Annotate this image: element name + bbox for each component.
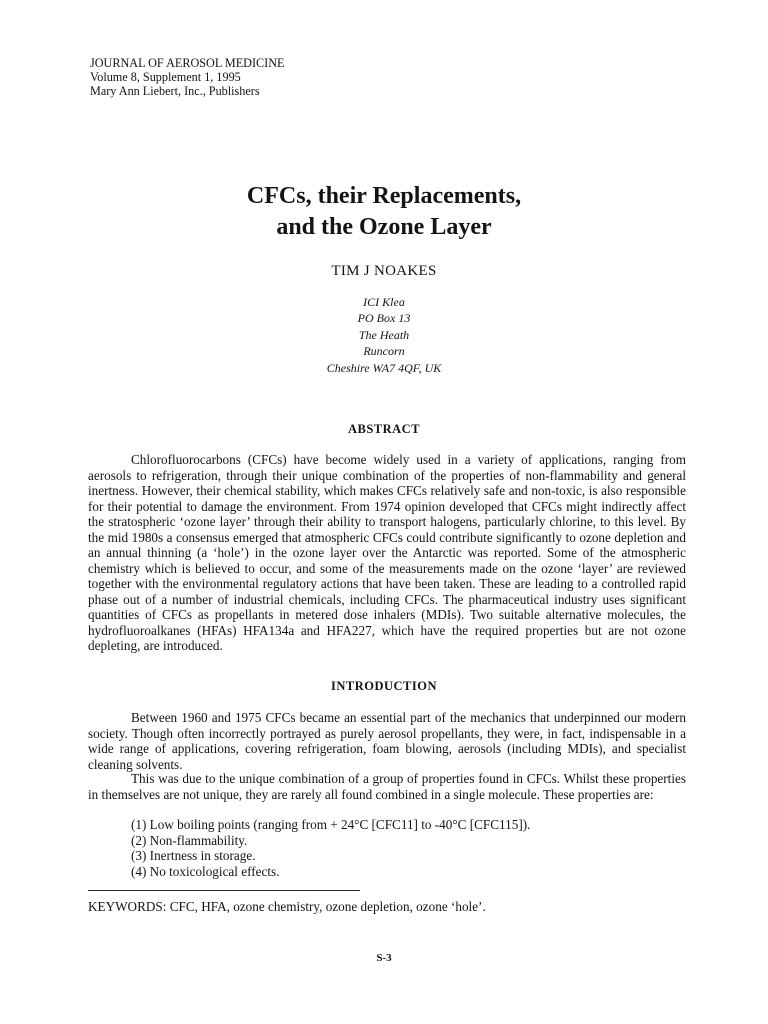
journal-header <box>90 56 284 98</box>
article-title <box>0 181 768 243</box>
article-author: TIM J NOAKES <box>331 263 437 279</box>
list-item: (1) Low boiling points (ranging from + 24°C [CFC11] to -40°C [CFC115]). <box>131 817 531 832</box>
affiliation-line: Runcorn <box>363 344 405 359</box>
page-number: S-3 <box>376 952 392 964</box>
journal-name: JOURNAL OF AEROSOL MEDICINE <box>90 56 285 70</box>
affiliation-line: ICI Klea <box>363 295 405 309</box>
introduction-paragraph-1: Between 1960 and 1975 CFCs became an essential part of the mechanics that underpinned our modern society. Though often incorrectly portrayed as purely aerosol propellants, they were, in fact, indispensable in a wide range of applications, covering refrigeration, foam blowing, aerosols (including MDIs), and specialist cleaning solvents. <box>88 710 686 772</box>
abstract-text: Chlorofluorocarbons (CFCs) have become widely used in a variety of applications, ranging from aerosols to refrigeration, through their unique combination of the properties of non-flammability and general inertness. However, their chemical stability, which makes CFCs relatively safe and non-toxic, is also responsible for their potential to damage the environment. From 1974 opinion developed that CFCs might indirectly affect the stratospheric ‘ozone layer’ through their ability to transport halogens, particularly chlorine, to this level. By the mid 1980s a consensus emerged that atmospheric CFCs could contribute significantly to ozone depletion and an annual thinning (a ‘hole’) in the ozone layer over the Antarctic was reported. Some of the atmospheric chemistry which is believed to occur, and some of the measurements made on the ozone ‘layer’ are reviewed together with the environmental regulatory actions that have been taken. These are leading to a controlled rapid phase out of a number of industrial chemicals, including CFCs. The pharmaceutical industry uses significant quantities of CFCs as propellants in metered dose inhalers (MDIs). Two suitable alternative molecules, the hydrofluoroalkanes (HFAs) HFA134a and HFA227, which have the required properties but are not ozone depleting, are introduced. <box>88 452 686 653</box>
properties-list <box>131 817 530 879</box>
introduction-heading: INTRODUCTION <box>330 679 437 693</box>
affiliation-line: Cheshire WA7 4QF, UK <box>326 360 442 375</box>
footnote-divider <box>88 890 360 891</box>
abstract-heading: ABSTRACT <box>347 422 421 436</box>
introduction-paragraph-2: This was due to the unique combination of a group of properties found in CFCs. Whilst these properties in themselves are not unique, they are rarely all found combined in a single molecule. These properties are: <box>88 771 686 802</box>
author-affiliation <box>0 294 768 376</box>
list-item: (3) Inertness in storage. <box>131 848 256 863</box>
journal-publisher: Mary Ann Liebert, Inc., Publishers <box>90 84 260 98</box>
affiliation-line: The Heath <box>358 327 410 342</box>
article-title-line-1: CFCs, their Replacements, <box>246 183 522 209</box>
journal-volume: Volume 8, Supplement 1, 1995 <box>90 70 241 84</box>
article-title-line-2: and the Ozone Layer <box>276 214 492 240</box>
keywords: KEYWORDS: CFC, HFA, ozone chemistry, ozone depletion, ozone ‘hole’. <box>88 899 486 914</box>
affiliation-line: PO Box 13 <box>357 311 411 326</box>
list-item: (2) Non-flammability. <box>131 832 248 848</box>
list-item: (4) No toxicological effects. <box>131 863 280 879</box>
